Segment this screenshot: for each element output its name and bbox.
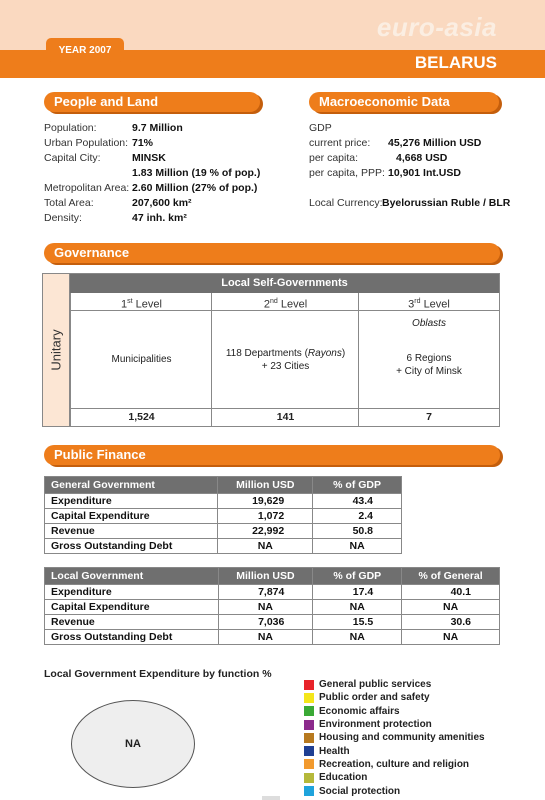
table-cell: Gross Outstanding Debt xyxy=(45,630,219,645)
level-ordinal: 1 xyxy=(121,298,128,311)
info-row xyxy=(309,166,510,181)
expenditure-chart-title: Local Government Expenditure by function % xyxy=(44,668,272,680)
legend-item xyxy=(304,718,485,731)
table-cell: 22,992 xyxy=(218,524,313,539)
legend-item xyxy=(304,678,485,691)
table-row xyxy=(45,600,500,615)
table-cell: 43.4 xyxy=(313,494,402,509)
currency-row xyxy=(309,196,510,211)
expenditure-legend xyxy=(304,678,485,798)
table-cell: 19,629 xyxy=(218,494,313,509)
table-header-cell: % of GDP xyxy=(313,568,402,585)
legend-item xyxy=(304,705,485,718)
level-header xyxy=(71,293,212,311)
gdp-label-text: GDP xyxy=(309,122,332,134)
table-cell: Capital Expenditure xyxy=(45,509,218,524)
public-finance-heading: Public Finance xyxy=(44,445,500,465)
legend-swatch xyxy=(304,693,314,703)
info-row xyxy=(44,121,260,136)
info-value: MINSK xyxy=(132,152,166,164)
legend-swatch xyxy=(304,786,314,796)
level-word: Level xyxy=(423,298,450,311)
pie-na-label: NA xyxy=(125,738,141,750)
table-header-cell: % of General xyxy=(402,568,500,585)
legend-label: Health xyxy=(319,745,350,757)
table-cell: 7,874 xyxy=(218,585,313,600)
legend-swatch xyxy=(304,720,314,730)
legend-item xyxy=(304,744,485,757)
legend-label: Housing and community amenities xyxy=(319,732,485,744)
governance-table-title: Local Self-Governments xyxy=(70,274,499,293)
table-row xyxy=(45,509,402,524)
level-count: 1,524 xyxy=(128,411,155,423)
macro-list xyxy=(309,121,510,211)
level-column-1 xyxy=(70,293,212,426)
level-header xyxy=(212,293,359,311)
table-header-cell: Million USD xyxy=(218,568,313,585)
table-header-row xyxy=(45,568,500,585)
table-cell: Revenue xyxy=(45,524,218,539)
table-cell: Capital Expenditure xyxy=(45,600,219,615)
table-header-cell: Million USD xyxy=(218,477,313,494)
legend-swatch xyxy=(304,733,314,743)
table-cell: Expenditure xyxy=(45,585,219,600)
level-desc-text: Municipalities xyxy=(111,354,172,365)
state-type-label: Unitary xyxy=(48,329,64,371)
level-description xyxy=(212,311,359,409)
table-cell: Revenue xyxy=(45,615,219,630)
table-cell: NA xyxy=(402,630,500,645)
table-cell: 7,036 xyxy=(218,615,313,630)
info-value: 9.7 Million xyxy=(132,122,183,134)
table-cell: 1,072 xyxy=(218,509,313,524)
currency-label: Local Currency: xyxy=(309,197,383,209)
table-cell: 40.1 xyxy=(402,585,500,600)
legend-label: Recreation, culture and religion xyxy=(319,758,470,770)
table-cell: 2.4 xyxy=(313,509,402,524)
level-column-2 xyxy=(211,293,359,426)
info-row xyxy=(309,136,510,151)
level-description xyxy=(71,311,212,409)
table-cell: 30.6 xyxy=(402,615,500,630)
level-desc-line2: + 23 Cities xyxy=(261,360,310,372)
level-word: Level xyxy=(280,298,308,311)
level-desc-text: 118 Departments ( xyxy=(225,347,308,359)
table-cell: Gross Outstanding Debt xyxy=(45,539,218,554)
governance-table xyxy=(42,273,500,427)
info-label: Metropolitan Area: xyxy=(44,182,130,194)
table-row xyxy=(45,524,402,539)
table-row xyxy=(45,539,402,554)
level-desc-italic: Rayons xyxy=(307,347,342,359)
legend-item xyxy=(304,691,485,704)
info-row xyxy=(44,196,260,211)
level-count: 141 xyxy=(276,411,295,423)
info-row xyxy=(44,136,260,151)
legend-label: Public order and safety xyxy=(319,692,430,704)
level-header xyxy=(359,293,499,311)
legend-item xyxy=(304,771,485,784)
level-description xyxy=(359,311,499,409)
table-row xyxy=(45,585,500,600)
legend-label: Environment protection xyxy=(319,719,432,731)
table-cell: Expenditure xyxy=(45,494,218,509)
table-header-cell: Local Government xyxy=(45,568,219,585)
table-header-row xyxy=(45,477,402,494)
info-label: current price: xyxy=(309,137,371,149)
info-value: 2.60 Million (27% of pop.) xyxy=(132,182,258,194)
info-label xyxy=(44,166,132,181)
info-value: 4,668 USD xyxy=(396,152,448,164)
level-word: Level xyxy=(135,298,162,311)
currency-value: Byelorussian Ruble / BLR xyxy=(382,197,511,209)
info-label: Population: xyxy=(44,122,97,134)
table-cell: NA xyxy=(313,600,402,615)
year-badge: YEAR 2007 xyxy=(46,38,124,62)
legend-label: Social protection xyxy=(319,785,401,797)
legend-item xyxy=(304,731,485,744)
legend-swatch xyxy=(304,759,314,769)
legend-swatch xyxy=(304,746,314,756)
legend-swatch xyxy=(304,773,314,783)
table-cell: 15.5 xyxy=(313,615,402,630)
info-value: 1.83 Million (19 % of pop.) xyxy=(132,167,261,179)
brand-wordmark: euro-asia xyxy=(376,12,497,42)
level-desc-text: 6 Regions xyxy=(406,353,452,364)
table-cell: 17.4 xyxy=(313,585,402,600)
gdp-label xyxy=(309,121,510,136)
level-desc-line2: + City of Minsk xyxy=(396,366,462,377)
info-label: Density: xyxy=(44,212,82,224)
level-ordinal-suffix: rd xyxy=(414,298,421,305)
info-row xyxy=(44,151,260,166)
table-header-cell: % of GDP xyxy=(313,477,402,494)
table-cell: NA xyxy=(313,630,402,645)
people-land-heading: People and Land xyxy=(44,92,260,112)
table-row xyxy=(45,494,402,509)
expenditure-pie-placeholder xyxy=(71,700,195,788)
info-label: per capita: xyxy=(309,152,359,164)
info-value: 47 inh. km² xyxy=(132,212,187,224)
info-row xyxy=(309,151,510,166)
info-value: 45,276 Million USD xyxy=(388,137,482,149)
state-type-side xyxy=(43,274,70,426)
info-label: per capita, PPP: xyxy=(309,167,385,179)
table-row xyxy=(45,615,500,630)
level-ordinal-suffix: nd xyxy=(269,298,278,305)
table-cell: NA xyxy=(218,539,313,554)
level-desc-line xyxy=(226,347,345,360)
table-row xyxy=(45,630,500,645)
info-value: 71% xyxy=(132,137,154,149)
macro-heading: Macroeconomic Data xyxy=(309,92,499,112)
legend-label: General public services xyxy=(319,679,432,691)
legend-label: Education xyxy=(319,772,368,784)
info-label: Total Area: xyxy=(44,197,94,209)
level-column-3 xyxy=(358,293,499,426)
table-cell: NA xyxy=(313,539,402,554)
people-land-list xyxy=(44,121,260,226)
page-footer-mark xyxy=(262,796,280,800)
local-government-table xyxy=(44,567,500,645)
general-government-table xyxy=(44,476,402,554)
legend-swatch xyxy=(304,680,314,690)
info-value: 10,901 Int.USD xyxy=(388,167,461,179)
info-value: 207,600 km² xyxy=(132,197,192,209)
level-ordinal: 3 xyxy=(408,298,415,311)
info-label: Urban Population: xyxy=(44,137,129,149)
level-ordinal: 2 xyxy=(263,298,270,311)
legend-item xyxy=(304,784,485,797)
info-row xyxy=(44,211,260,226)
info-label: Capital City: xyxy=(44,152,101,164)
level-ordinal-suffix: st xyxy=(127,298,133,305)
level-type-italic: Oblasts xyxy=(412,318,446,329)
table-cell: 50.8 xyxy=(313,524,402,539)
legend-swatch xyxy=(304,706,314,716)
table-cell: NA xyxy=(218,630,313,645)
level-desc-text: ) xyxy=(341,347,346,359)
country-title: BELARUS xyxy=(414,53,497,72)
table-header-cell: General Government xyxy=(45,477,218,494)
level-count: 7 xyxy=(426,411,432,423)
table-cell: NA xyxy=(218,600,313,615)
table-cell: NA xyxy=(402,600,500,615)
governance-heading: Governance xyxy=(44,243,500,263)
legend-label: Economic affairs xyxy=(319,705,400,717)
legend-item xyxy=(304,758,485,771)
info-row xyxy=(44,181,260,196)
info-row xyxy=(44,166,260,181)
